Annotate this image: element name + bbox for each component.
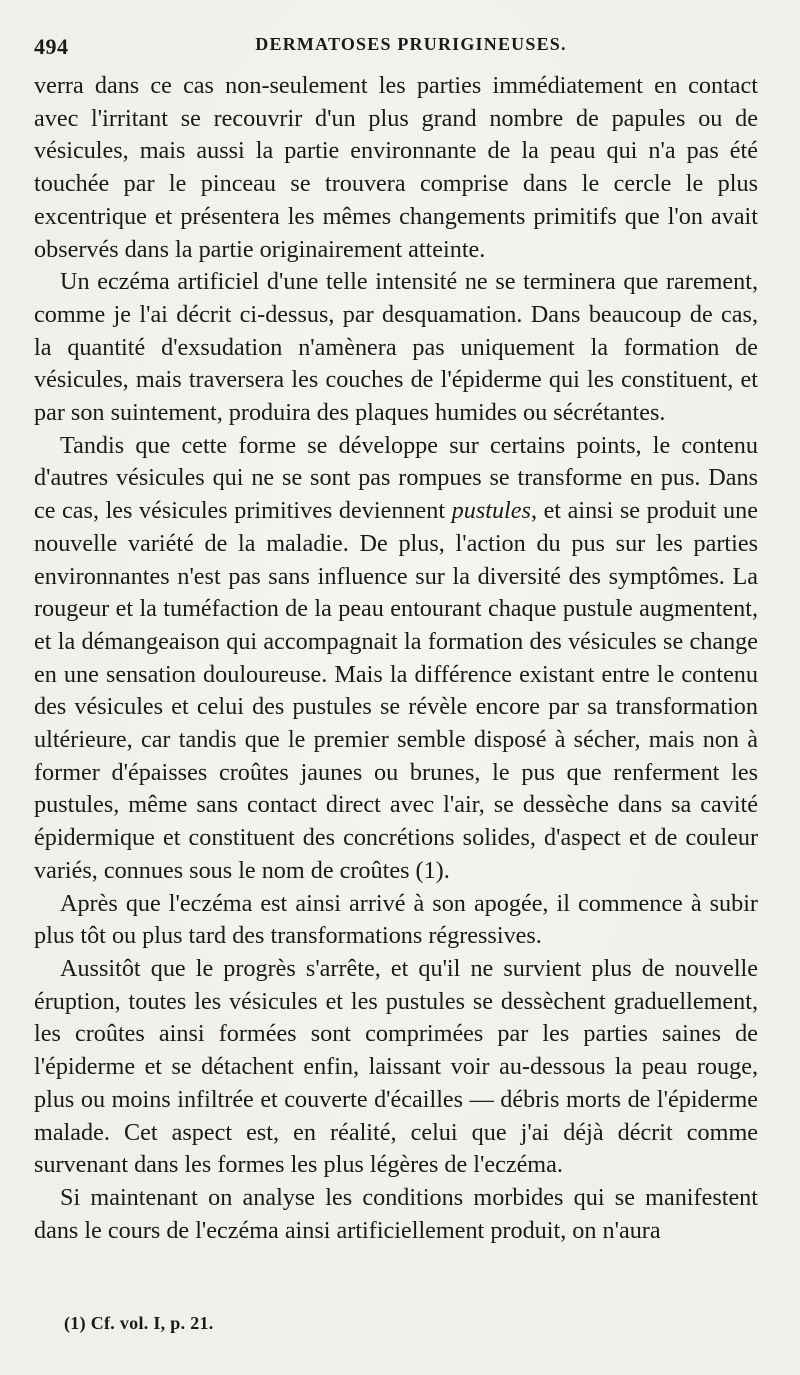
- footnote: (1) Cf. vol. I, p. 21.: [64, 1313, 214, 1333]
- paragraph-continuation: verra dans ce cas non-seulement les parties immédiatement en contact avec l'irritant se recouvrir d'un plus grand nombre de papules ou de vésicules, mais aussi la partie environnante de la peau qui n'a pas été touchée par le pinceau se trouvera comprise dans le cercle le plus excentrique et présentera les mêmes changements primitifs que l'on avait observés dans la partie originairement atteinte.: [34, 72, 758, 263]
- body-text: [34, 70, 758, 1247]
- paragraph-analysis: Si maintenant on analyse les conditions morbides qui se manifestent dans le cours de l'eczéma ainsi artificiellement produit, on n'aura: [34, 1183, 758, 1244]
- paragraph-pustules-text-before: Tandis que cette forme se développe sur certains points, le contenu d'autres vésicules qui ne se sont pas rompues se transforme en pus. Dans ce cas, les vésicules primitives deviennent: [34, 431, 758, 525]
- page-number: 494: [34, 34, 69, 59]
- paragraph-desiccation: Aussitôt que le progrès s'arrête, et qu'il ne survient plus de nouvelle éruption, toutes les vésicules et les pustules se dessèchent graduellement, les croûtes ainsi formées sont comprimées par les parties saines de l'épiderme et se détachent enfin, laissant voir au-dessous la peau rouge, plus ou moins infiltrée et couverte d'écailles — débris morts de l'épiderme malade. Cet aspect est, en réalité, celui que j'ai déjà décrit comme survenant dans les formes les plus légères de l'eczéma.: [34, 954, 758, 1179]
- paragraph-pustules: [34, 430, 758, 888]
- paragraph-artificial-eczema: Un eczéma artificiel d'une telle intensité ne se terminera que rarement, comme je l'ai décrit ci-dessus, par desquamation. Dans beaucoup de cas, la quantité d'exsudation n'amènera pas uniquement la formation de vésicules, mais traversera les couches de l'épiderme qui les constituent, et par son suintement, produira des plaques humides ou sécrétantes.: [34, 268, 758, 427]
- pustules-emphasis: pustules: [451, 497, 531, 525]
- running-title: DERMATOSES PRURIGINEUSES.: [255, 34, 567, 54]
- paragraph-regression: Après que l'eczéma est ainsi arrivé à son apogée, il commence à subir plus tôt ou plus tard des transformations régressives.: [34, 889, 758, 950]
- running-head: [34, 30, 758, 60]
- paragraph-pustules-text-after: , et ainsi se produit une nouvelle variété de la maladie. De plus, l'action du pus sur les parties environnantes n'est pas sans influence sur la diversité des symptômes. La rougeur et la tuméfaction de la peau entourant chaque pustule augmentent, et la démangeaison qui accompagnait la formation des vésicules se change en une sensation douloureuse. Mais la différence existant entre le contenu des vésicules et celui des pustules se révèle encore par sa transformation ultérieure, car tandis que le premier semble disposé à sécher, mais non à former d'épaisses croûtes jaunes ou brunes, le pus que renferment les pustules, même sans contact direct avec l'air, se dessèche dans sa cavité épidermique et constituent des concrétions solides, d'aspect et de couleur variés, connues sous le nom de croûtes (1).: [34, 497, 758, 884]
